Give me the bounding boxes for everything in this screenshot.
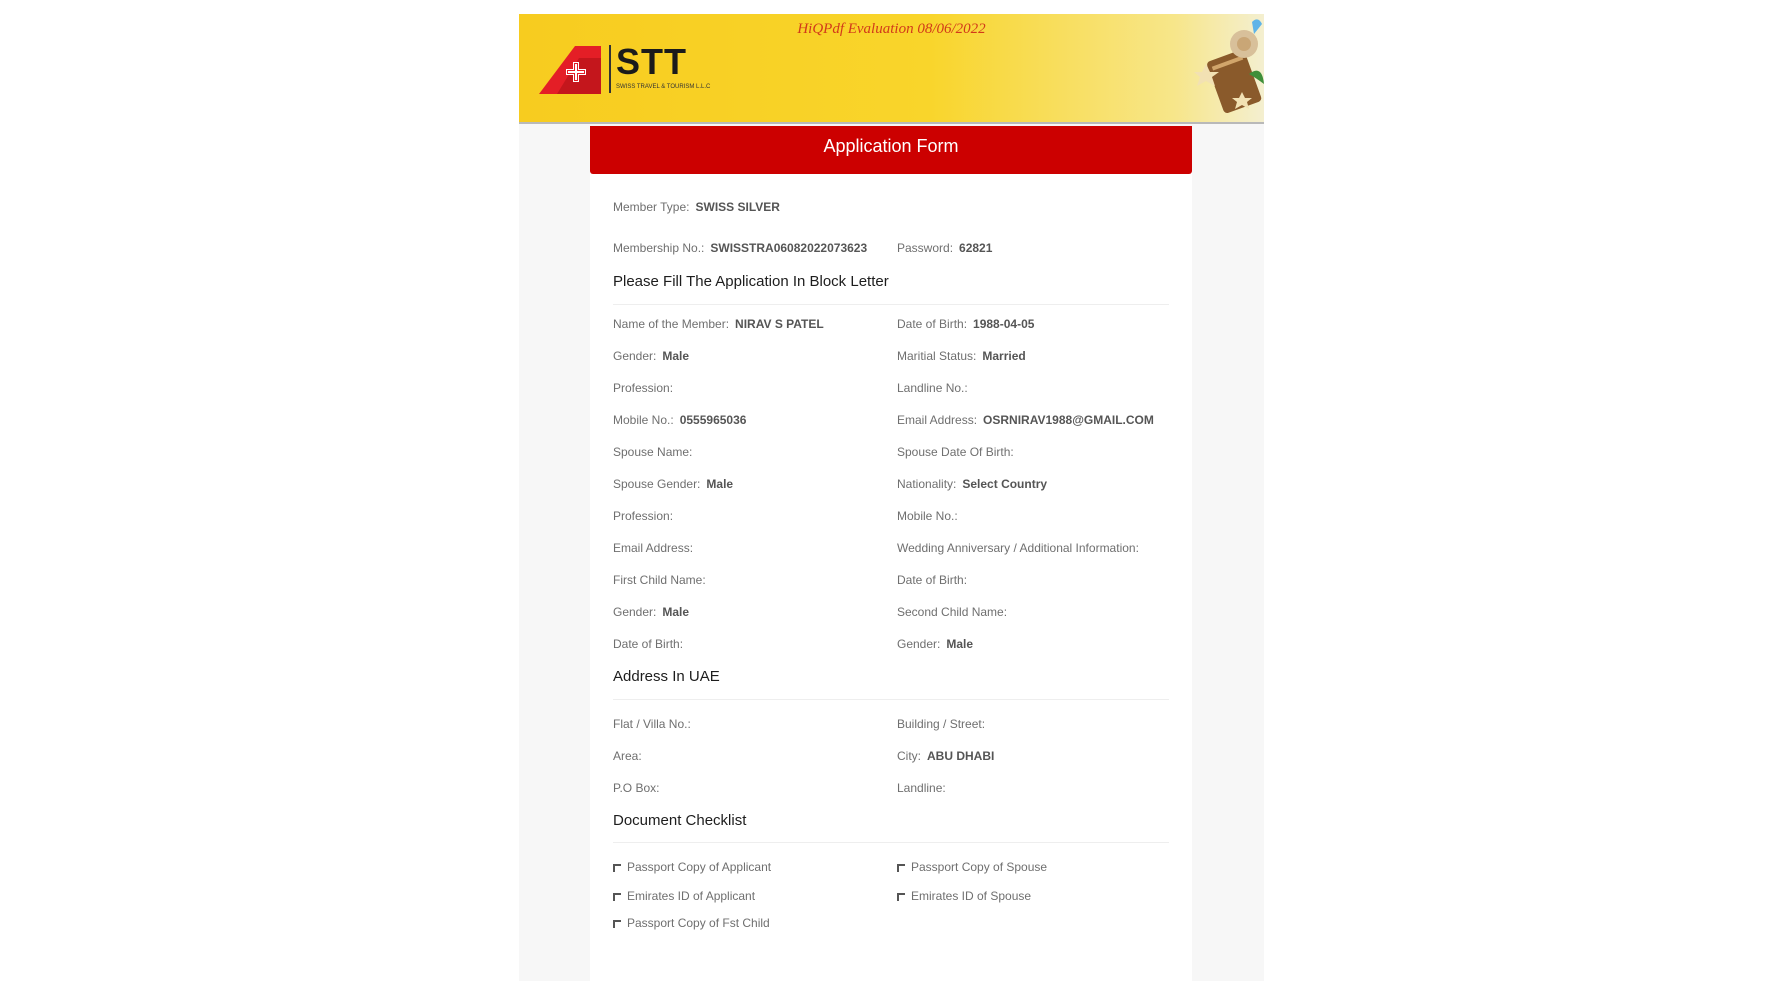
first-child-gender-value: Male — [662, 605, 690, 619]
logo-wordmark: STT — [616, 41, 687, 82]
first-child-dob-row — [897, 573, 967, 587]
password-value: 62821 — [959, 241, 993, 255]
logo-divider — [609, 45, 611, 93]
email-row — [897, 413, 1154, 427]
checkbox-icon[interactable] — [613, 893, 621, 901]
checklist-item[interactable] — [613, 889, 755, 903]
nationality-value: Select Country — [962, 477, 1048, 491]
section-divider — [613, 304, 1169, 305]
profession-row — [613, 381, 673, 395]
profession-label: Profession: — [613, 381, 674, 395]
member-type-label: Member Type: — [613, 200, 690, 214]
city-value: ABU DHABI — [927, 749, 995, 763]
member-type-value: SWISS SILVER — [695, 200, 780, 214]
building-label: Building / Street: — [897, 717, 986, 731]
checklist-label: Emirates ID of Spouse — [911, 889, 1032, 903]
mobile-label: Mobile No.: — [613, 413, 674, 427]
second-child-gender-label: Gender: — [897, 637, 941, 651]
marital-status-label: Maritial Status: — [897, 349, 977, 363]
address-heading: Address In UAE — [613, 668, 720, 685]
second-child-gender-value: Male — [946, 637, 974, 651]
dob-row — [897, 317, 1034, 331]
anniversary-row — [897, 541, 1139, 555]
travel-decoration-icon — [1194, 14, 1264, 122]
document-checklist-heading: Document Checklist — [613, 812, 747, 829]
logo-subtitle: SWISS TRAVEL & TOURISM L.L.C — [616, 84, 711, 90]
area-row — [613, 749, 642, 763]
password-label: Password: — [897, 241, 954, 255]
landline-row — [897, 381, 968, 395]
spouse-email-label: Email Address: — [613, 541, 694, 555]
spouse-gender-row — [613, 477, 733, 491]
form-title: Application Form — [590, 126, 1192, 174]
mobile-row — [613, 413, 746, 427]
gender-value: Male — [662, 349, 690, 363]
checklist-item[interactable] — [897, 860, 1047, 874]
checkbox-icon[interactable] — [613, 920, 621, 928]
spouse-profession-row — [613, 509, 673, 523]
address-landline-label: Landline: — [897, 781, 946, 795]
first-child-label: First Child Name: — [613, 573, 706, 587]
first-child-gender-label: Gender: — [613, 605, 657, 619]
spouse-mobile-label: Mobile No.: — [897, 509, 958, 523]
city-label: City: — [897, 749, 921, 763]
second-child-dob-row — [613, 637, 683, 651]
nationality-row — [897, 477, 1047, 491]
building-row — [897, 717, 985, 731]
spouse-gender-label: Spouse Gender: — [613, 477, 701, 491]
dob-value: 1988-04-05 — [973, 317, 1035, 331]
email-label: Email Address: — [897, 413, 978, 427]
first-child-row — [613, 573, 706, 587]
member-name-value: NIRAV S PATEL — [735, 317, 824, 331]
section-divider — [613, 842, 1169, 843]
marital-status-value: Married — [982, 349, 1026, 363]
city-row — [897, 749, 994, 763]
second-child-row — [897, 605, 1007, 619]
checklist-item[interactable] — [897, 889, 1031, 903]
checklist-label: Emirates ID of Applicant — [627, 889, 756, 903]
spouse-gender-value: Male — [706, 477, 734, 491]
nationality-label: Nationality: — [897, 477, 957, 491]
checkbox-icon[interactable] — [897, 864, 905, 872]
application-form-card — [590, 126, 1192, 981]
spouse-email-row — [613, 541, 693, 555]
checklist-label: Passport Copy of Fst Child — [627, 916, 770, 930]
second-child-label: Second Child Name: — [897, 605, 1008, 619]
first-child-gender-row — [613, 605, 689, 619]
membership-no-row — [613, 241, 867, 255]
landline-label: Landline No.: — [897, 381, 968, 395]
gender-label: Gender: — [613, 349, 657, 363]
marital-status-row — [897, 349, 1026, 363]
pobox-row — [613, 781, 659, 795]
spouse-dob-label: Spouse Date Of Birth: — [897, 445, 1014, 459]
evaluation-watermark: HiQPdf Evaluation 08/06/2022 — [797, 21, 986, 37]
mobile-value: 0555965036 — [679, 413, 747, 427]
area-label: Area: — [613, 749, 642, 763]
checklist-label: Passport Copy of Applicant — [627, 860, 772, 874]
checkbox-icon[interactable] — [897, 893, 905, 901]
spouse-dob-row — [897, 445, 1014, 459]
section-divider — [613, 699, 1169, 700]
first-child-dob-label: Date of Birth: — [897, 573, 968, 587]
email-value: OSRNIRAV1988@GMAIL.COM — [983, 413, 1154, 427]
membership-no-label: Membership No.: — [613, 241, 705, 255]
dob-label: Date of Birth: — [897, 317, 968, 331]
checklist-item[interactable] — [613, 916, 770, 930]
second-child-gender-row — [897, 637, 973, 651]
gender-row — [613, 349, 689, 363]
flat-row — [613, 717, 691, 731]
block-letter-heading: Please Fill The Application In Block Letter — [613, 273, 889, 290]
address-landline-row — [897, 781, 946, 795]
anniversary-label: Wedding Anniversary / Additional Information: — [897, 541, 1139, 555]
checklist-item[interactable] — [613, 860, 771, 874]
member-type-row — [613, 200, 780, 214]
password-row — [897, 241, 992, 255]
flat-label: Flat / Villa No.: — [613, 717, 691, 731]
pobox-label: P.O Box: — [613, 781, 660, 795]
member-name-row — [613, 317, 824, 331]
spouse-name-row — [613, 445, 692, 459]
checkbox-icon[interactable] — [613, 864, 621, 872]
second-child-dob-label: Date of Birth: — [613, 637, 684, 651]
spouse-profession-label: Profession: — [613, 509, 674, 523]
document-page — [519, 14, 1264, 981]
member-name-label: Name of the Member: — [613, 317, 730, 331]
membership-no-value: SWISSTRA06082022073623 — [710, 241, 868, 255]
header-banner — [519, 14, 1264, 124]
checklist-label: Passport Copy of Spouse — [911, 860, 1048, 874]
spouse-name-label: Spouse Name: — [613, 445, 693, 459]
spouse-mobile-row — [897, 509, 958, 523]
